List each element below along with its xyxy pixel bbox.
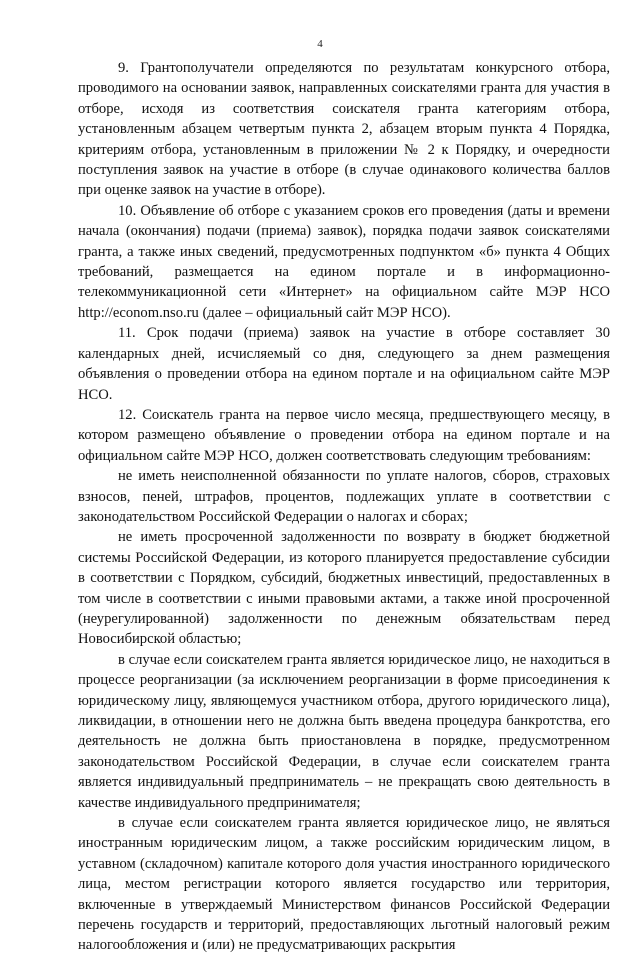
requirement-no-reorganization: в случае если соискателем гранта является юридическое лицо, не находиться в процессе реорганизации (за исключением реорганизации в форме присоединения к юридическому лицу, являющемуся участником отбора, другого юридического лица), ликвидации, в отношении него не должна быть введена процедура банкротства, его деятельность не должна быть приостановлена в порядке, предусмотренном законодательством Российской Федерации, в случае если соискателем гранта является индивидуальный предприниматель – не прекращать свою деятельность в качестве индивидуального предпринимателя; [78, 651, 610, 811]
paragraph-item-10: 10. Объявление об отборе с указанием сроков его проведения (даты и времени начала (окончания) подачи (приема) заявок), порядка подачи заявок соискателями гранта, а также иных сведений, предусмотренных подпунктом «б» пункта 4 Общих требований, размещается на едином портале и в информационно-телекоммуникационной сети «Интернет» на официальном сайте МЭР НСО http://econom.nso.ru (далее – официальный сайт МЭР НСО). [78, 202, 610, 321]
requirement-budget-debt: не иметь просроченной задолженности по возврату в бюджет бюджетной системы Российской Федерации, из которого планируется предоставление субсидии в соответствии с Порядком, субсидий, бюджетных инвестиций, предоставленных в том числе в соответствии с иными правовыми актами, а также иной просроченной (неурегулированной) задолженности по денежным обязательствам перед Новосибирской областью; [78, 529, 610, 648]
paragraph-item-12: 12. Соискатель гранта на первое число месяца, предшествующего месяцу, в котором размещено объявление о проведении отбора на едином портале и на официальном сайте МЭР НСО, должен соответствовать следующим требованиям: [78, 406, 610, 464]
page-number: 4 [317, 38, 323, 50]
requirement-not-foreign: в случае если соискателем гранта является юридическое лицо, не являться иностранным юридическим лицом, а также российским юридическим лицом, в уставном (складочном) капитале которого доля участия иностранного юридического лица, местом регистрации которого является государство или территория, включенные в утверждаемый Министерством финансов Российской Федерации перечень государств и территорий, предоставляющих льготный налоговый режим налогообложения и (или) не предусматривающих раскрытия [78, 815, 610, 954]
paragraph-item-11: 11. Срок подачи (приема) заявок на участие в отборе составляет 30 календарных дней, исчисляемый со дня, следующего за днем размещения объявления о проведении отбора на едином портале и на официальном сайте МЭР НСО. [78, 325, 610, 403]
paragraph-item-9: 9. Грантополучатели определяются по результатам конкурсного отбора, проводимого на основании заявок, направленных соискателями гранта для участия в отборе, исходя из соответствия соискателя гранта категориям отбора, установленным абзацем четвертым пункта 2, абзацем вторым пункта 4 Порядка, критериям отбора, установленным в приложении № 2 к Порядку, и очередности поступления заявок на участие в отборе (в случае одинакового количества баллов при оценке заявок на участие в отборе). [78, 60, 610, 199]
document-body [78, 58, 610, 956]
requirement-taxes: не иметь неисполненной обязанности по уплате налогов, сборов, страховых взносов, пеней, штрафов, процентов, подлежащих уплате в соответствии с законодательством Российской Федерации о налогах и сборах; [78, 468, 610, 525]
